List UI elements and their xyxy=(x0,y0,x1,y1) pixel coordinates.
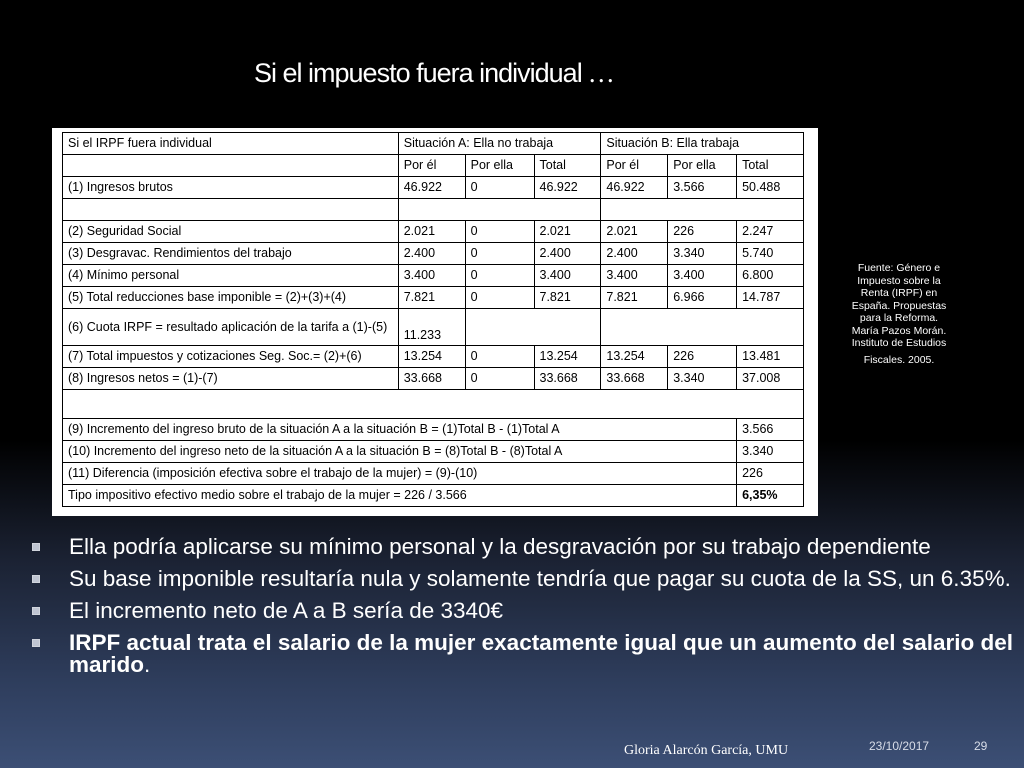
table-summary-label: (9) Incremento del ingreso bruto de la situación A a la situación B = (1)Total B - (1)Total A xyxy=(63,419,737,441)
table-summary-row xyxy=(63,463,804,485)
table-cell: 11.233 xyxy=(398,309,465,346)
table-cell: (8) Ingresos netos = (1)-(7) xyxy=(63,368,399,390)
table-cell: 3.566 xyxy=(668,177,737,199)
irpf-table xyxy=(62,132,804,507)
table-cell: 0 xyxy=(465,368,534,390)
table-row xyxy=(63,199,804,221)
table-cell: 6.800 xyxy=(737,265,804,287)
table-summary-value: 3.340 xyxy=(737,441,804,463)
table-summary-row xyxy=(63,419,804,441)
table-cell: 13.481 xyxy=(737,346,804,368)
table-cell: 33.668 xyxy=(601,368,668,390)
table-cell: 7.821 xyxy=(534,287,601,309)
table-summary-label: (11) Diferencia (imposición efectiva sobre el trabajo de la mujer) = (9)-(10) xyxy=(63,463,737,485)
table-subheader-cell: Por ella xyxy=(668,155,737,177)
table-cell: (4) Mínimo personal xyxy=(63,265,399,287)
table-cell: 2.400 xyxy=(398,243,465,265)
table-cell: 7.821 xyxy=(398,287,465,309)
table-subheader-cell: Por ella xyxy=(465,155,534,177)
slide-title xyxy=(254,58,617,89)
table-row xyxy=(63,346,804,368)
table-header-row xyxy=(63,133,804,155)
table-cell: (7) Total impuestos y cotizaciones Seg. Soc.= (2)+(6) xyxy=(63,346,399,368)
table-header-cell: Situación A: Ella no trabaja xyxy=(398,133,601,155)
table-cell: 50.488 xyxy=(737,177,804,199)
bullet-text: IRPF actual trata el salario de la mujer exactamente igual que un aumento del salario del marido xyxy=(69,630,1014,677)
table-cell: 46.922 xyxy=(601,177,668,199)
table-subheader-cell: Por él xyxy=(398,155,465,177)
table-cell: 0 xyxy=(465,177,534,199)
table-summary-label: Tipo impositivo efectivo medio sobre el trabajo de la mujer = 226 / 3.566 xyxy=(63,485,737,507)
bullet-square-icon xyxy=(32,607,40,615)
table-cell: 226 xyxy=(668,346,737,368)
table-cell: 46.922 xyxy=(534,177,601,199)
bullet-list xyxy=(30,536,1020,686)
table-summary-value: 3.566 xyxy=(737,419,804,441)
table-header-cell: Situación B: Ella trabaja xyxy=(601,133,804,155)
table-cell xyxy=(398,199,601,221)
table-cell: 0 xyxy=(465,265,534,287)
table-summary-value: 226 xyxy=(737,463,804,485)
table-subheader-cell: Total xyxy=(534,155,601,177)
bullet-item xyxy=(30,600,1020,622)
bullet-square-icon xyxy=(32,543,40,551)
table-cell: 3.400 xyxy=(668,265,737,287)
table-cell: (1) Ingresos brutos xyxy=(63,177,399,199)
table-cell: 7.821 xyxy=(601,287,668,309)
source-line: para la Reforma. xyxy=(859,312,939,324)
table-cell: 3.340 xyxy=(668,368,737,390)
source-note xyxy=(836,262,962,366)
source-line: Fuente: Género e xyxy=(857,262,941,274)
table-cell xyxy=(601,199,804,221)
table-cell: 0 xyxy=(465,221,534,243)
footer-author: Gloria Alarcón García, UMU xyxy=(624,743,789,758)
table-cell: 37.008 xyxy=(737,368,804,390)
bullet-item xyxy=(30,632,1020,676)
table-cell: 0 xyxy=(465,243,534,265)
table-cell: 13.254 xyxy=(398,346,465,368)
slide-title-ellipsis: … xyxy=(587,58,617,88)
table-subheader-row xyxy=(63,155,804,177)
table-row xyxy=(63,368,804,390)
table-row xyxy=(63,177,804,199)
table-cell: 0 xyxy=(465,346,534,368)
bullet-square-icon xyxy=(32,575,40,583)
bullet-text: Su base imponible resultaría nula y solamente tendría que pagar su cuota de la SS, un 6.35%. xyxy=(69,566,1011,591)
table-cell: 0 xyxy=(465,287,534,309)
footer-date: 23/10/2017 xyxy=(869,739,930,753)
table-cell: (5) Total reducciones base imponible = (2)+(3)+(4) xyxy=(63,287,399,309)
bullet-text: Ella podría aplicarse su mínimo personal y la desgravación por su trabajo dependiente xyxy=(69,534,931,559)
table-cell: (6) Cuota IRPF = resultado aplicación de la tarifa a (1)-(5) xyxy=(63,309,399,346)
bullet-square-icon xyxy=(32,639,40,647)
bullet-text: El incremento neto de A a B sería de 3340€ xyxy=(69,598,504,623)
table-cell: 2.247 xyxy=(737,221,804,243)
source-line: Instituto de Estudios xyxy=(851,337,947,349)
table-cell: 14.787 xyxy=(737,287,804,309)
bullet-item xyxy=(30,536,1020,558)
table-row xyxy=(63,265,804,287)
table-row xyxy=(63,243,804,265)
source-line: María Pazos Morán. xyxy=(851,324,947,337)
table-cell xyxy=(601,309,804,346)
irpf-table-panel xyxy=(52,128,818,516)
source-line: Impuesto sobre la xyxy=(857,274,941,287)
table-cell: 3.340 xyxy=(668,243,737,265)
table-subheader-cell: Por él xyxy=(601,155,668,177)
table-cell: 2.400 xyxy=(534,243,601,265)
table-header-cell: Si el IRPF fuera individual xyxy=(63,133,399,155)
table-cell: 13.254 xyxy=(534,346,601,368)
slide-title-text: Si el impuesto fuera individual xyxy=(254,58,582,88)
table-cell: 3.400 xyxy=(601,265,668,287)
table-cell xyxy=(63,155,399,177)
table-cell: 2.021 xyxy=(601,221,668,243)
table-cell: 33.668 xyxy=(398,368,465,390)
table-cell xyxy=(63,390,804,419)
table-cell: 3.400 xyxy=(534,265,601,287)
table-cell: 6.966 xyxy=(668,287,737,309)
table-summary-label: (10) Incremento del ingreso neto de la situación A a la situación B = (8)Total B - (8)Total A xyxy=(63,441,737,463)
table-cell: 5.740 xyxy=(737,243,804,265)
table-cell xyxy=(63,199,399,221)
table-cell: 3.400 xyxy=(398,265,465,287)
table-cell: 13.254 xyxy=(601,346,668,368)
source-line: Renta (IRPF) en xyxy=(860,287,938,299)
table-cell: (3) Desgravac. Rendimientos del trabajo xyxy=(63,243,399,265)
table-summary-row xyxy=(63,485,804,507)
irpf-table-body xyxy=(63,133,804,507)
table-spacer-row xyxy=(63,390,804,419)
table-cell: 33.668 xyxy=(534,368,601,390)
source-line: España. Propuestas xyxy=(851,299,947,312)
bullet-item xyxy=(30,568,1020,590)
bullet-text-suffix: . xyxy=(144,652,151,677)
source-line: Fiscales. 2005. xyxy=(863,353,935,366)
table-row xyxy=(63,221,804,243)
footer-page-number: 29 xyxy=(974,739,988,753)
table-cell: 226 xyxy=(668,221,737,243)
table-cell xyxy=(465,309,601,346)
table-cell: 2.400 xyxy=(601,243,668,265)
table-cell: 2.021 xyxy=(534,221,601,243)
table-cell: 2.021 xyxy=(398,221,465,243)
table-row xyxy=(63,309,804,346)
table-cell: 46.922 xyxy=(398,177,465,199)
table-summary-value: 6,35% xyxy=(737,485,804,507)
table-subheader-cell: Total xyxy=(737,155,804,177)
table-summary-row xyxy=(63,441,804,463)
table-row xyxy=(63,287,804,309)
table-cell: (2) Seguridad Social xyxy=(63,221,399,243)
